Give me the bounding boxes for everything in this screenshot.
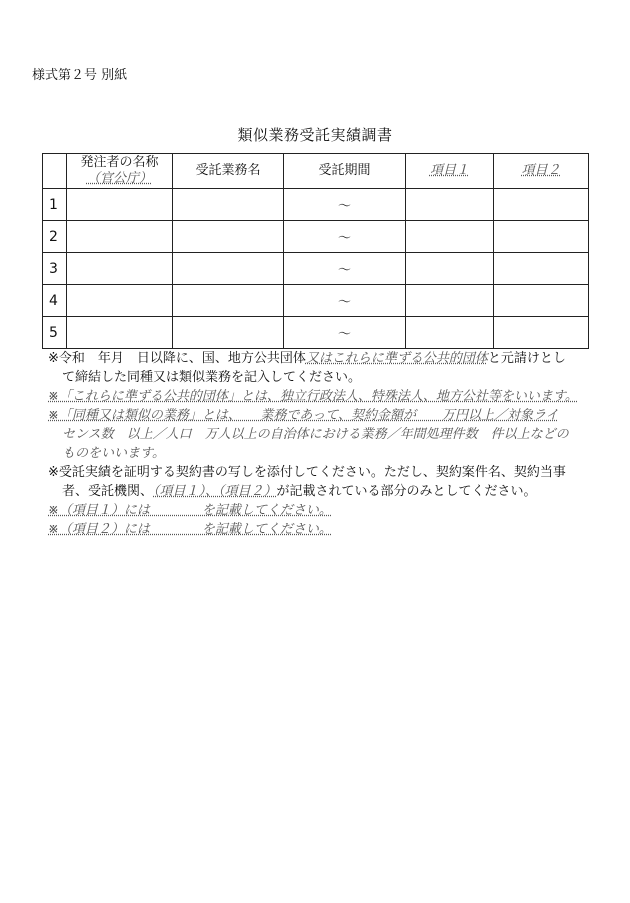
table-header-row [43,154,589,189]
notes-section [48,349,588,539]
period-cell[interactable]: ～ [284,221,406,253]
form-number: 様式第２号 別紙 [32,68,128,83]
table-row [43,221,589,253]
table-row [43,317,589,349]
orderer-cell[interactable] [67,253,173,285]
work-name-cell[interactable] [173,253,284,285]
note-item2: ※（項目２）には を記載してください。 [48,522,332,537]
period-cell[interactable]: ～ [284,317,406,349]
header-work-name: 受託業務名 [173,154,284,189]
item2-cell[interactable] [494,221,589,253]
table-row [43,189,589,221]
document-title: 類似業務受託実績調書 [237,126,393,144]
item1-cell[interactable] [406,285,494,317]
note-similar-work: ※「同種又は類似の業務」とは、 業務であって、契約金額が 万円以上／対象ライ センス数 以上／人口 万人以上の自治体における業務／年間処理件数 件以上などの ものをいいます。 [48,408,569,461]
row-number: 5 [43,317,67,349]
item1-cell[interactable] [406,317,494,349]
orderer-cell[interactable] [67,285,173,317]
note-contract-date: ※令和 年月 日以降に、国、地方公共団体又はこれらに準ずる公共的団体と元請けとし て締結した同種又は類似業務を記入してください。 [48,351,566,385]
item2-cell[interactable] [494,285,589,317]
work-name-cell[interactable] [173,285,284,317]
work-name-cell[interactable] [173,221,284,253]
work-name-cell[interactable] [173,189,284,221]
orderer-cell[interactable] [67,317,173,349]
header-item1: 項目１ [406,154,494,189]
note-public-entity: ※「これらに準ずる公共的団体」とは、独立行政法人、特殊法人、地方公社等をいいます。 [48,389,578,404]
performance-table [42,153,589,349]
period-cell[interactable]: ～ [284,285,406,317]
work-name-cell[interactable] [173,317,284,349]
header-number [43,154,67,189]
note-item1: ※（項目１）には を記載してください。 [48,503,332,518]
header-period: 受託期間 [284,154,406,189]
period-cell[interactable]: ～ [284,189,406,221]
table-row [43,285,589,317]
header-orderer-label: 発注者の名称 [80,155,159,170]
item1-cell[interactable] [406,189,494,221]
header-orderer-note: （官公庁） [86,171,152,186]
row-number: 2 [43,221,67,253]
item1-cell[interactable] [406,253,494,285]
orderer-cell[interactable] [67,221,173,253]
item1-cell[interactable] [406,221,494,253]
item2-cell[interactable] [494,253,589,285]
row-number: 3 [43,253,67,285]
header-orderer [67,154,173,189]
period-cell[interactable]: ～ [284,253,406,285]
item2-cell[interactable] [494,317,589,349]
row-number: 1 [43,189,67,221]
orderer-cell[interactable] [67,189,173,221]
table-row [43,253,589,285]
item2-cell[interactable] [494,189,589,221]
row-number: 4 [43,285,67,317]
note-attach-contract: ※受託実績を証明する契約書の写しを添付してください。ただし、契約案件名、契約当事 者、受託機関、（項目１）、（項目２）が記載されている部分のみとしてください。 [48,465,566,499]
header-item2: 項目２ [494,154,589,189]
